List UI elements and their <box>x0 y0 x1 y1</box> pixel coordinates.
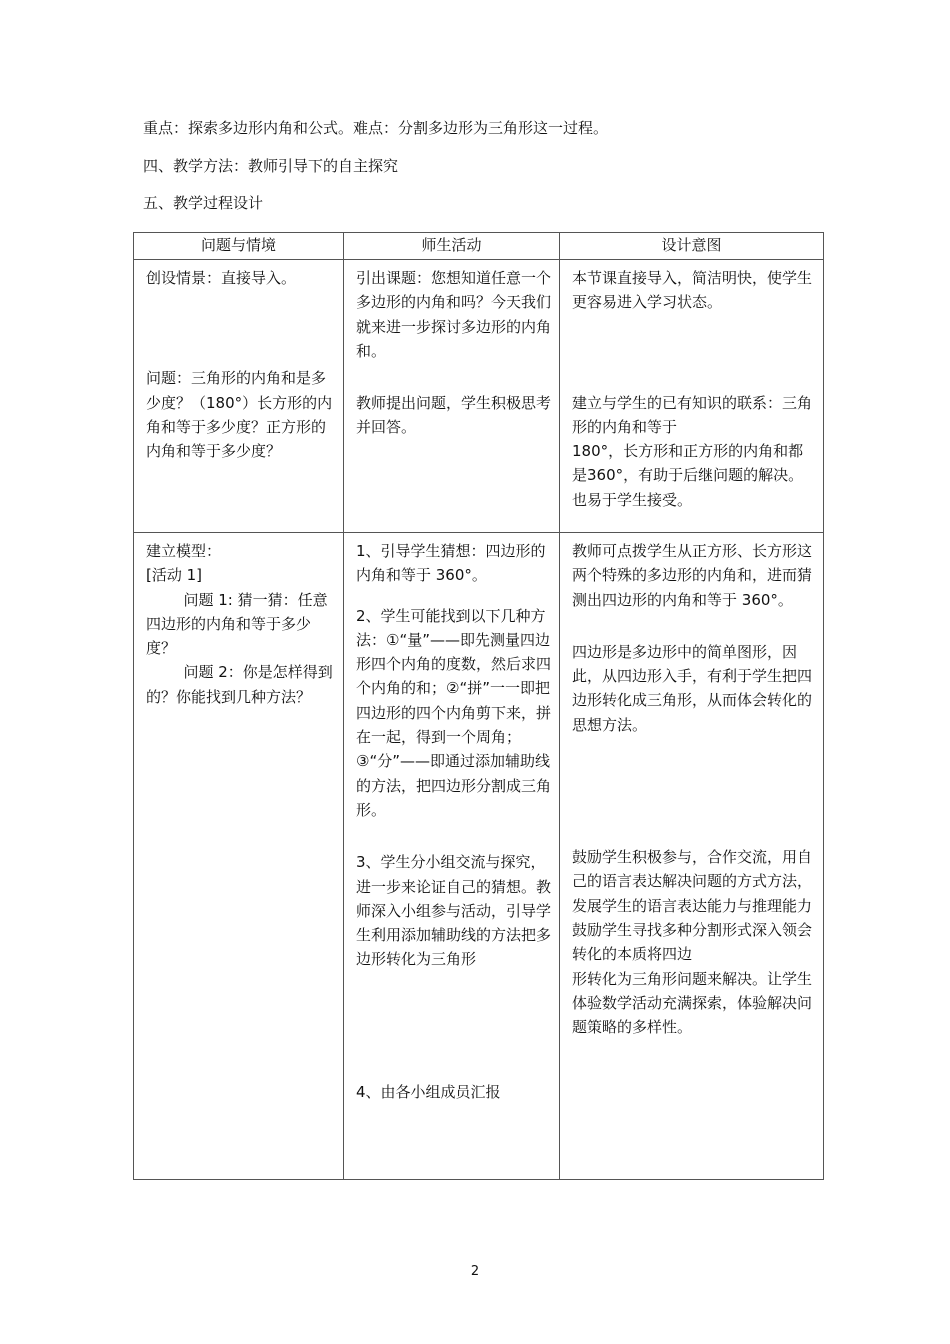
row2-question-cell <box>134 533 344 1180</box>
row1-intent-cell <box>560 260 824 533</box>
cell-paragraph: 教师提出问题，学生积极思考并回答。 <box>356 394 552 437</box>
process-design-heading: 五、教学过程设计 <box>143 194 264 212</box>
cell-paragraph: 3、学生分小组交流与探究，进一步来论证自己的猜想。教师深入小组参与活动，引导学生利用添加辅助线的方法把多边形转化为三角形 <box>356 853 552 969</box>
header-design-intent: 设计意图 <box>560 233 824 260</box>
teaching-method-line: 四、教学方法：教师引导下的自主探究 <box>143 157 399 175</box>
teaching-process-table <box>133 232 824 1180</box>
cell-paragraph: 引出课题：您想知道任意一个多边形的内角和吗？今天我们就来进一步探讨多边形的内角和。 <box>356 269 552 360</box>
header-question-situation: 问题与情境 <box>134 233 344 260</box>
key-points-line: 重点：探索多边形内角和公式。难点：分割多边形为三角形这一过程。 <box>143 119 609 137</box>
row1-activity-cell <box>344 260 560 533</box>
cell-paragraph: 1、引导学生猜想：四边形的内角和等于 360°。 <box>356 542 546 585</box>
row2-intent-cell <box>560 533 824 1180</box>
cell-paragraph: 问题 1: 猜一猜：任意四边形的内角和等于多少度？ <box>146 590 328 658</box>
page-number: 2 <box>470 1264 480 1279</box>
cell-paragraph: 180°，长方形和正方形的内角和都是360°，有助于后继问题的解决。也易于学生接受。 <box>572 442 804 509</box>
cell-paragraph: 创设情景：直接导入。 <box>146 269 297 287</box>
cell-paragraph: [活动 1] <box>146 566 203 585</box>
cell-paragraph: 形转化为三角形问题来解决。让学生体验数学活动充满探索，体验解决问题策略的多样性。 <box>572 969 813 1037</box>
cell-paragraph: 4、由各小组成员汇报 <box>356 1082 501 1101</box>
cell-paragraph: 四边形是多边形中的简单图形，因此，从四边形入手，有利于学生把四边形转化成三角形，从而体会转化的思想方法。 <box>572 642 813 734</box>
header-teacher-student-activity: 师生活动 <box>344 233 560 260</box>
cell-paragraph: 建立与学生的已有知识的联系：三角形的内角和等于 <box>572 393 813 436</box>
row1-question-cell <box>134 260 344 533</box>
cell-paragraph: 教师可点拨学生从正方形、长方形这两个特殊的多边形的内角和，进而猜测出四边形的内角和等于 360°。 <box>572 542 813 609</box>
row2-activity-cell <box>344 533 560 1180</box>
cell-paragraph: 本节课直接导入，简洁明快，使学生更容易进入学习状态。 <box>572 269 813 312</box>
cell-paragraph: 建立模型： <box>146 542 222 560</box>
table-row <box>134 533 824 1180</box>
cell-paragraph: 问题：三角形的内角和是多少度？（180°）长方形的内角和等于多少度？正方形的内角和等于多少度？ <box>146 369 333 461</box>
table-header-row <box>134 233 824 260</box>
cell-paragraph: 问题 2：你是怎样得到的？你能找到几种方法？ <box>146 663 333 706</box>
cell-paragraph: 2、学生可能找到以下几种方法：①“量”——即先测量四边形四个内角的度数，然后求四个内角的和；②“拼”一一即把四边形的四个内角剪下来，拼在一起，得到一个周角；③“分”——即通过添加辅助线的方法，把四边形分割成三角形。 <box>356 606 552 819</box>
table-row <box>134 260 824 533</box>
cell-paragraph: 鼓励学生积极参与，合作交流，用自己的语言表达解决问题的方式方法，发展学生的语言表达能力与推理能力鼓励学生寻找多种分割形式深入领会转化的本质将四边 <box>572 848 813 964</box>
